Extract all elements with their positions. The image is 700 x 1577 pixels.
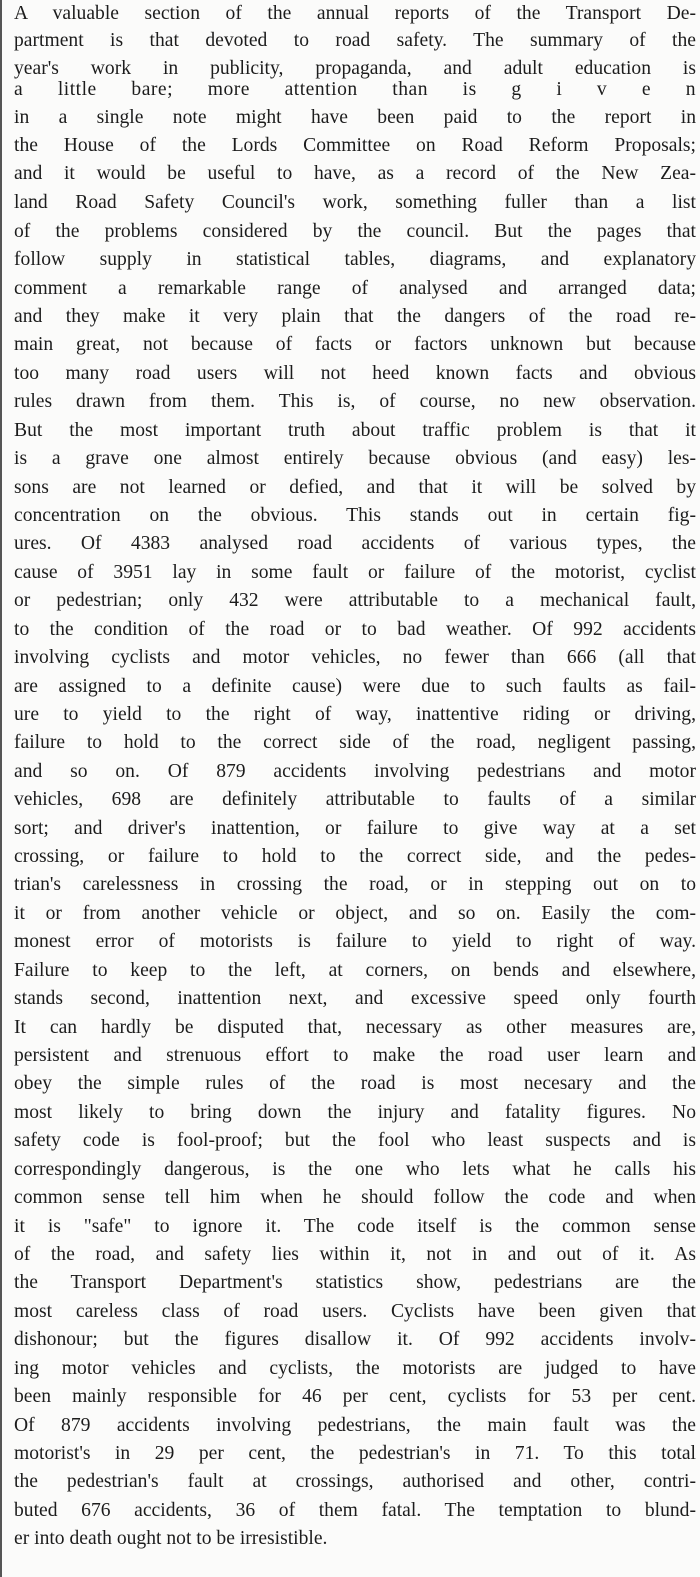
text-line: monest error of motorists is failure to yield to right of way. [14,931,696,952]
text-line: Of 879 accidents involving pedestrians, the main fault was the [14,1415,696,1436]
text-line: buted 676 accidents, 36 of them fatal. The temptation to blund- [14,1500,696,1521]
text-line: crossing, or failure to hold to the correct side, and the pedes- [14,846,696,867]
text-line: in a single note might have been paid to the report in [14,107,696,128]
text-line: and it would be useful to have, as a record of the New Zea- [14,163,696,184]
text-line: concentration on the obvious. This stands out in certain fig- [14,505,696,526]
text-line: Failure to keep to the left, at corners, on bends and elsewhere, [14,960,696,981]
text-line: sons are not learned or defied, and that it will be solved by [14,477,696,498]
text-line: obey the simple rules of the road is most necesary and the [14,1073,696,1094]
text-line: most likely to bring down the injury and fatality figures. No [14,1102,696,1123]
text-line: land Road Safety Council's work, something fuller than a list [14,192,696,213]
text-line: it is "safe" to ignore it. The code itself is the common sense [14,1216,696,1237]
text-line: comment a remarkable range of analysed and arranged data; [14,278,696,299]
text-line: dishonour; but the figures disallow it. Of 992 accidents involv- [14,1329,696,1350]
text-line: safety code is fool-proof; but the fool who least suspects and is [14,1130,696,1151]
text-line: and they make it very plain that the dangers of the road re- [14,306,696,327]
text-line: a little bare; more attention than is g i v e n [14,79,696,100]
text-line: rules drawn from them. This is, of course, no new observation. [14,391,696,412]
text-line: ures. Of 4383 analysed road accidents of various types, the [14,533,696,554]
text-line: partment is that devoted to road safety. The summary of the [14,30,696,51]
text-line: or pedestrian; only 432 were attributable to a mechanical fault, [14,590,696,611]
text-line: the pedestrian's fault at crossings, authorised and other, contri- [14,1471,696,1492]
text-line: and so on. Of 879 accidents involving pedestrians and motor [14,761,696,782]
text-line: of the road, and safety lies within it, not in and out of it. As [14,1244,696,1265]
text-line: to the condition of the road or to bad weather. Of 992 accidents [14,619,696,640]
text-line: stands second, inattention next, and excessive speed only fourth [14,988,696,1009]
text-line: cause of 3951 lay in some fault or failure of the motorist, cyclist [14,562,696,583]
text-line: is a grave one almost entirely because obvious (and easy) les- [14,448,696,469]
text-line: sort; and driver's inattention, or failure to give way at a set [14,818,696,839]
text-line: been mainly responsible for 46 per cent, cyclists for 53 per cent. [14,1386,696,1407]
text-line: are assigned to a definite cause) were due to such faults as fail- [14,676,696,697]
text-line: too many road users will not heed known facts and obvious [14,363,696,384]
text-line: common sense tell him when he should follow the code and when [14,1187,696,1208]
text-line: ing motor vehicles and cyclists, the motorists are judged to have [14,1358,696,1379]
text-line: A valuable section of the annual reports of the Transport De- [14,3,696,24]
text-line: the House of the Lords Committee on Road Reform Proposals; [14,135,696,156]
text-line: involving cyclists and motor vehicles, no fewer than 666 (all that [14,647,696,668]
text-line: motorist's in 29 per cent, the pedestrian's in 71. To this total [14,1443,696,1464]
text-line: follow supply in statistical tables, diagrams, and explanatory [14,249,696,270]
text-line: er into death ought not to be irresistible. [14,1528,328,1549]
text-line: the Transport Department's statistics show, pedestrians are the [14,1272,696,1293]
text-line: persistent and strenuous effort to make the road user learn and [14,1045,696,1066]
text-line: most careless class of road users. Cyclists have been given that [14,1301,696,1322]
text-line: But the most important truth about traffic problem is that it [14,420,696,441]
text-line: year's work in publicity, propaganda, and adult education is [14,58,696,79]
text-line: it or from another vehicle or object, and so on. Easily the com- [14,903,696,924]
text-line: ure to yield to the right of way, inattentive riding or driving, [14,704,696,725]
text-line: trian's carelessness in crossing the road, or in stepping out on to [14,874,696,895]
text-line: It can hardly be disputed that, necessary as other measures are, [14,1017,696,1038]
text-line: vehicles, 698 are definitely attributable to faults of a similar [14,789,696,810]
text-line: correspondingly dangerous, is the one who lets what he calls his [14,1159,696,1180]
text-line: main great, not because of facts or factors unknown but because [14,334,696,355]
text-line: of the problems considered by the council. But the pages that [14,221,696,242]
text-line: failure to hold to the correct side of the road, negligent passing, [14,732,696,753]
